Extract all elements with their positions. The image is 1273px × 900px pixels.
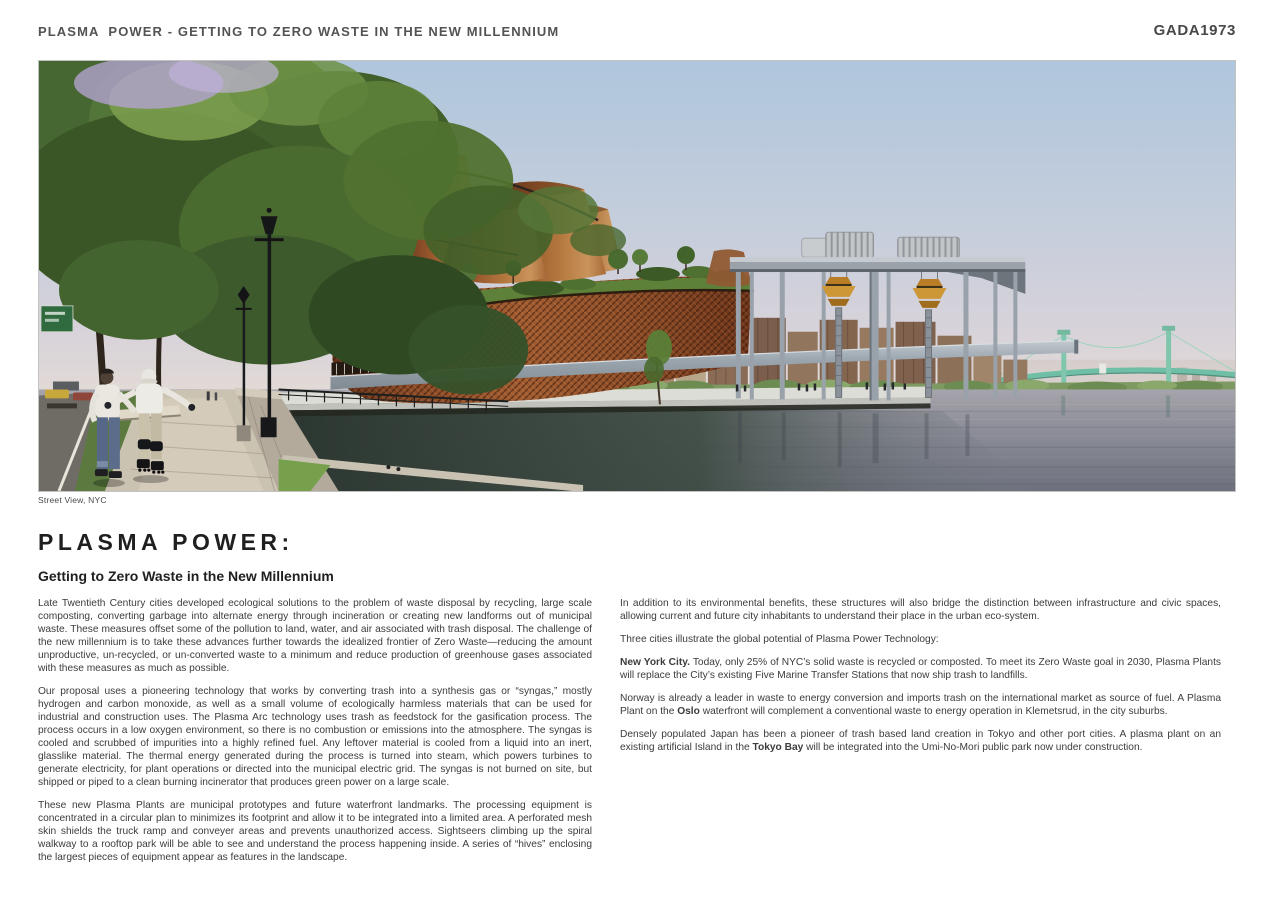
street-view-rendering <box>38 60 1236 492</box>
paragraph: These new Plasma Plants are municipal prototypes and future waterfront landmarks. The processing equipment is concentrated in a circular plan to minimizes its footprint and allow it to be integrated into a limited area. A perforated mesh skin shields the truck ramp and conveyer areas and prevents unauthorized access. Sightseers climbing up the spiral walkway to a rooftop park will be able to see and understand the process happening inside. A series of “hives” enclosing the largest pieces of equipment appear as features in the landscape. <box>38 800 592 863</box>
equipment-enclosure <box>898 237 960 258</box>
entry-code: GADA1973 <box>1153 22 1236 39</box>
paragraph: Norway is already a leader in waste to energy conversion and imports trash on the international market as source of fuel. A Plasma Plant on the Oslo waterfront will complement a conventional waste to energy operation in Klemetsrud, in the city suburbs. <box>620 693 1221 717</box>
rendering-canvas <box>39 61 1235 491</box>
car <box>73 392 93 400</box>
article-title: PLASMA POWER: <box>38 529 294 555</box>
image-caption: Street View, NYC <box>38 495 107 505</box>
paragraph: New York City. Today, only 25% of NYC’s solid waste is recycled or composted. To meet its Zero Waste goal in 2030, Plasma Plants will replace the City’s existing Five Marine Transfer Stations that now ship trash to landfills. <box>620 657 1221 681</box>
paragraph: Densely populated Japan has been a pioneer of trash based land creation in Tokyo and other port cities. A plasma plant on an existing artificial Island in the Tokyo Bay will be integrated into the Umi-No-Mori public park now under construction. <box>620 729 1221 753</box>
paragraph: Our proposal uses a pioneering technology that works by converting trash into a synthesis gas or “syngas,” mostly hydrogen and carbon monoxide, as well as a small volume of ecologically harmless materials that can be used for industrial and construction uses. The Plasma Arc technology uses trash as feedstock for the gasification process. The process occurs in a low oxygen environment, so there is no combustion or emissions into the atmosphere. The syngas is cooled and scrubbed of impurities into a highly refined fuel. Any leftover material is cooled from a liquid into an inert, glasslike material. The thermal energy generated during the process is turned into steam, which powers turbines to generate electricity, for plant operations or directed into the municipal electric grid. The syngas is not burned on site, but shipped or piped to a clean burning incinerator that produces green power on a large scale. <box>38 686 592 788</box>
paragraph: Three cities illustrate the global potential of Plasma Power Technology: <box>620 634 939 645</box>
left-text-column <box>38 597 592 874</box>
board-header-title: PLASMA POWER - GETTING TO ZERO WASTE IN THE NEW MILLENNIUM <box>38 24 560 39</box>
paragraph: Late Twentieth Century cities developed ecological solutions to the problem of waste disposal by recycling, large scale composting, converting garbage into alternate energy through incineration or creating new landforms out of municipal waste. These measures offset some of the pollution to land, water, and air associated with trash disposal. The challenge of the new millennium is to take these advances further towards the idealized frontier of Zero Waste—reducing the amount unproductive, un-recycled, or un-converted waste to a minimum and reduce production of greenhouse gases associated with these measures as much as possible. <box>38 598 592 674</box>
article-subtitle: Getting to Zero Waste in the New Millennium <box>38 568 334 584</box>
paragraph: In addition to its environmental benefits, these structures will also bridge the distinction between infrastructure and civic spaces, allowing current and future city inhabitants to understand their place in the urban eco-system. <box>620 598 1221 622</box>
equipment-enclosure <box>826 232 874 258</box>
car <box>53 382 79 391</box>
taxi <box>45 389 69 398</box>
bench <box>47 403 77 408</box>
right-text-column <box>620 597 1221 764</box>
